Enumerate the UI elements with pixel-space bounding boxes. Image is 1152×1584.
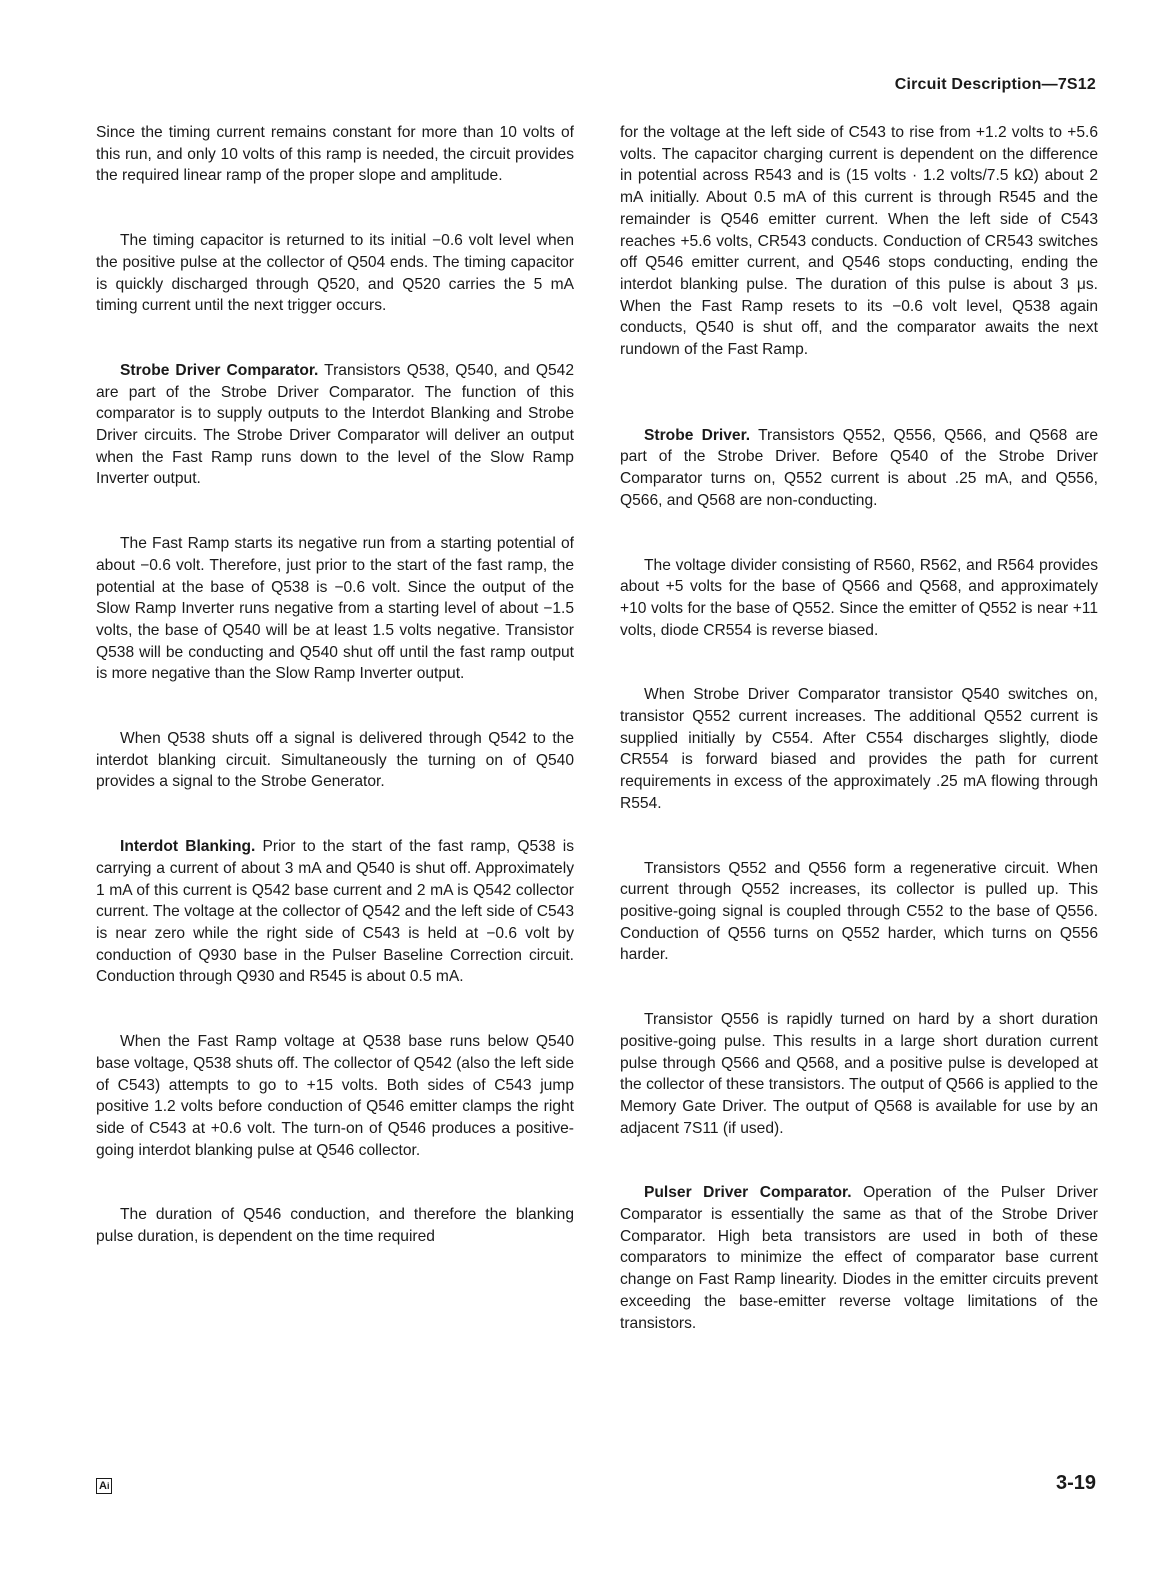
paragraph: Transistors Q552 and Q556 form a regenerative circuit. When current through Q552 increases, its collector is pulled up. This positive-going signal is coupled through C552 to the base of Q556. Conduction of Q556 turns on Q552 harder, which turns on Q556 harder. [620,859,1098,964]
running-header: Circuit Description—7S12 [894,76,1096,93]
paragraph: When Q538 shuts off a signal is delivered through Q542 to the interdot blanking circuit. Simultaneously the turning on of Q540 provides a signal to the Strobe Generator. [96,730,574,791]
section-heading: Strobe Driver Comparator. [120,361,319,379]
paragraph: Since the timing current remains constant for more than 10 volts of this run, and only 10 volts of this ramp is needed, the circuit provides the required linear ramp of the proper slope and amplitude. [96,124,574,185]
section-interdot-blanking: Interdot Blanking. Prior to the start of the fast ramp, Q538 is carrying a current of about 3 mA and Q540 is shut off. Approximately 1 mA of this current is Q542 base current and 2 mA is Q542 collector current. The voltage at the collector of Q542 and the left side of C543 is near zero while the right side of C543 is held at −0.6 volt by conduction of Q930 base in the Pulser Baseline Correction circuit. Conduction through Q930 and R545 is about 0.5 mA. [96,838,574,986]
right-column [620,122,1098,1334]
paragraph: The voltage divider consisting of R560, R562, and R564 provides about +5 volts for the base of Q566 and Q568, and approximately +10 volts for the base of Q552. Since the emitter of Q552 is near +11 volts, diode CR554 is reverse biased. [620,556,1098,639]
paragraph: When Strobe Driver Comparator transistor Q540 switches on, transistor Q552 current increases. The additional Q552 current is supplied initially by C554. After C554 discharges slightly, diode CR554 is forward biased and provides the path for current requirements in excess of the approximately .25 mA flowing through R554. [620,686,1098,812]
page-number: 3-19 [1055,1472,1096,1494]
section-strobe-driver-comparator: Strobe Driver Comparator. Transistors Q538, Q540, and Q542 are part of the Strobe Driver Comparator. The function of this comparator is to supply outputs to the Interdot Blanking and Strobe Driver circuits. The Strobe Driver Comparator will deliver an output when the Fast Ramp runs down to the level of the Slow Ramp Inverter output. [96,361,574,488]
section-strobe-driver: Strobe Driver. Transistors Q552, Q556, Q566, and Q568 are part of the Strobe Driver. Before Q540 of the Strobe Driver Comparator turns on, Q552 current is about .25 mA, and Q556, Q566, and Q568 are non-conducting. [620,426,1098,509]
revision-logo: Ai [96,1478,112,1494]
section-heading: Strobe Driver. [644,426,751,444]
paragraph: The duration of Q546 conduction, and therefore the blanking pulse duration, is dependent on the time required [96,1206,574,1246]
section-pulser-driver-comparator: Pulser Driver Comparator. Operation of the Pulser Driver Comparator is essentially the same as that of the Strobe Driver Comparator. High beta transistors are used in both of these comparators to minimize the effect of comparator base current change on Fast Ramp linearity. Diodes in the emitter circuits prevent exceeding the base-emitter reverse voltage limitations of the transistors. [620,1184,1099,1332]
section-heading: Interdot Blanking. [120,838,256,856]
paragraph: Transistor Q556 is rapidly turned on hard by a short duration positive-going pulse. This results in a large short duration current pulse through Q566 and Q568, and a positive pulse is developed at the collector of these transistors. The output of Q566 is applied to the Memory Gate Driver. The output of Q568 is available for use by an adjacent 7S11 (if used). [620,1011,1098,1137]
paragraph: When the Fast Ramp voltage at Q538 base runs below Q540 base voltage, Q538 shuts off. The collector of Q542 (also the left side of C543) attempts to go to +15 volts. Both sides of C543 jump positive 1.2 volts before conduction of Q546 emitter clamps the right side of C543 at +0.6 volt. The turn-on of Q546 produces a positive-going interdot blanking pulse at Q546 collector. [96,1033,574,1159]
section-heading: Pulser Driver Comparator. [644,1184,852,1202]
left-column [96,122,574,1248]
paragraph: The timing capacitor is returned to its initial −0.6 volt level when the positive pulse at the collector of Q504 ends. The timing capacitor is quickly discharged through Q520, and Q520 carries the 5 mA timing current until the next trigger occurs. [96,232,574,315]
paragraph: The Fast Ramp starts its negative run from a starting potential of about −0.6 volt. Therefore, just prior to the start of the fast ramp, the potential at the base of Q538 is −0.6 volt. Since the output of the Slow Ramp Inverter runs negative from a starting level of about −1.5 volts, the base of Q540 will be at least 1.5 volts negative. Transistor Q538 will be conducting and Q540 shut off until the fast ramp output is more negative than the Slow Ramp Inverter output. [96,535,574,683]
paragraph: for the voltage at the left side of C543 to rise from +1.2 volts to +5.6 volts. The capacitor charging current is dependent on the difference in potential across R543 and is (15 volts · 1.2 volts/7.5 kΩ) about 2 mA initially. About 0.5 mA of this current is through R545 and the remainder is Q546 emitter current. When the left side of C543 reaches +5.6 volts, CR543 conducts. Conduction of CR543 switches off Q546 emitter current, and Q546 stops conducting, ending the interdot blanking pulse. The duration of this pulse is about 3 μs. When the Fast Ramp resets to its −0.6 volt level, Q538 again conducts, Q540 is shut off, and the comparator awaits the next rundown of the Fast Ramp. [620,124,1098,359]
